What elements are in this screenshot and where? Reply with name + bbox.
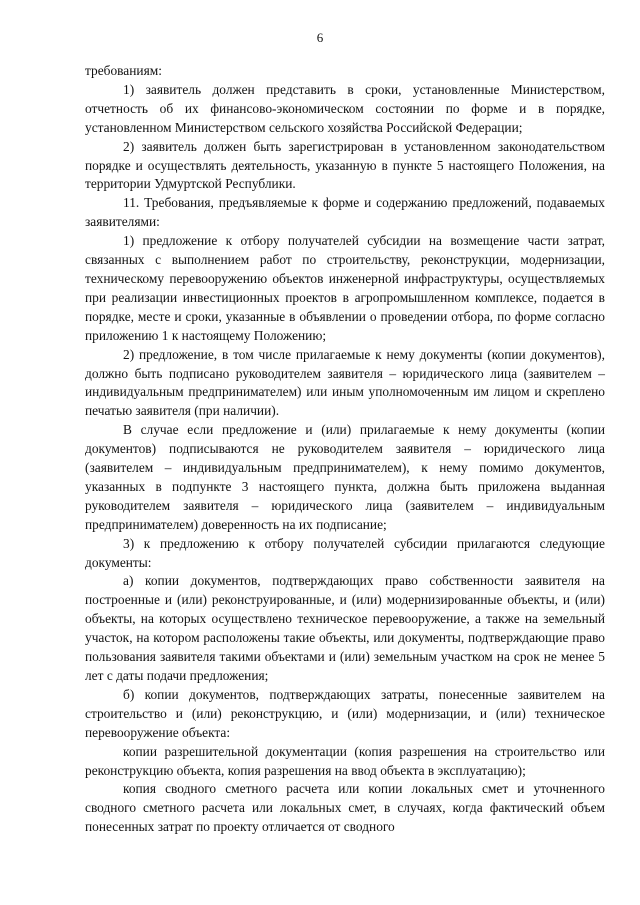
paragraph-estimates: копия сводного сметного расчета или копии локальных смет и уточненного сводного сметного расчета или локальных смет, в случаях, когда фактический объем понесенных затрат по проекту отличается от сводного <box>85 781 605 835</box>
paragraph-clause-11-item-3: 3) к предложению к отбору получателей субсидии прилагаются следующие документы: <box>85 535 605 570</box>
paragraph-clause-11: 11. Требования, предъявляемые к форме и содержанию предложений, подаваемых заявителями: <box>85 195 605 230</box>
paragraph-clause-11-item-1: 1) предложение к отбору получателей субсидии на возмещение части затрат, связанных с выполнением работ по строительству, реконструкции, модернизации, техническому перевооружению объектов инженерной инфраструктуры, осуществляемых при реализации инвестиционных проектов в агропромышленном комплексе, подается в порядке, месте и сроки, указанные в объявлении о проведении отбора, по форме согласно приложению 1 к настоящему Положению; <box>85 233 605 343</box>
page-number: 6 <box>316 30 324 45</box>
paragraph-clause-11-item-2: 2) предложение, в том числе прилагаемые к нему документы (копии документов), должно быть подписано руководителем заявителя – юридического лица (заявителем – индивидуальным предпринимателем) или иным уполномоченным им лицом и скреплено печатью заявителя (при наличии). <box>85 346 605 419</box>
paragraph-item-1-reporting: 1) заявитель должен представить в сроки, установленные Министерством, отчетность об их финансово-экономическом состоянии по форме и в порядке, установленном Министерством сельского хозяйства Российской Федерации; <box>85 81 605 135</box>
paragraph-continuation: требованиям: <box>85 63 162 78</box>
paragraph-power-of-attorney: В случае если предложение и (или) прилагаемые к нему документы (копии документов) подписываются не руководителем заявителя – юридического лица (заявителем – индивидуальным предпринимателем), к нему помимо документов, указанных в подпункте 3 настоящего пункта, должна быть приложена выданная руководителем заявителя – юридического лица (заявителем – индивидуальным предпринимателем) доверенность на их подписание; <box>85 422 605 532</box>
paragraph-item-2-registration: 2) заявитель должен быть зарегистрирован в установленном законодательством порядке и осуществлять деятельность, указанную в пункте 5 настоящего Положения, на территории Удмуртской Республики. <box>85 138 605 192</box>
paragraph-subitem-b: б) копии документов, подтверждающих затраты, понесенные заявителем на строительство и (или) реконструкцию, и (или) модернизации, и (или) техническое перевооружение объекта: <box>85 686 605 740</box>
document-body <box>85 62 605 837</box>
paragraph-subitem-a: а) копии документов, подтверждающих право собственности заявителя на построенные и (или) реконструированные, и (или) модернизированные объекты, и (или) объекты, на которых осуществлено техническое перевооружение, а также на земельный участок, на котором расположены такие объекты, или документы, подтверждающие право пользования заявителя такими объектами и (или) земельным участком на срок не менее 5 лет с даты подачи предложения; <box>85 573 605 683</box>
paragraph-permits: копии разрешительной документации (копия разрешения на строительство или реконструкцию объекта, копия разрешения на ввод объекта в эксплуатацию); <box>85 743 605 778</box>
